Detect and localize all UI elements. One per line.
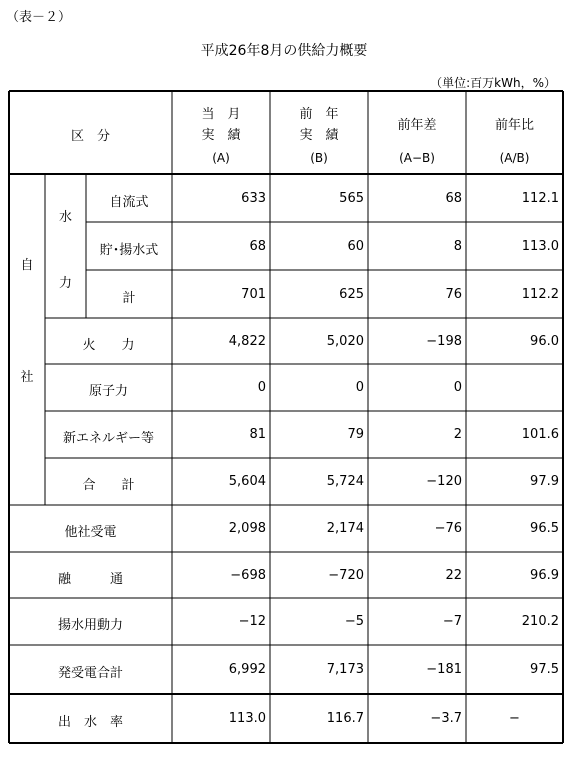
unit-label: （単位:百万kWh，%） [430, 76, 556, 90]
row-label-interchange: 融 通 [57, 572, 123, 587]
table-cell-current: 633 [241, 191, 266, 206]
header-current-l2: 実 績 [201, 128, 241, 143]
table-cell-diff: 0 [453, 380, 462, 395]
table-cell-diff: 22 [445, 568, 462, 583]
table-cell-diff: −7 [442, 614, 462, 629]
group-hydro-2: 力 [58, 276, 72, 291]
row-label-thermal: 火 力 [82, 338, 135, 353]
table-cell-ratio: 97.9 [530, 474, 559, 489]
table-label: （表－２） [6, 10, 72, 25]
table-cell-ratio: 96.5 [530, 521, 559, 536]
table-cell-current: 5,604 [228, 474, 266, 489]
table-cell-diff: 68 [445, 191, 462, 206]
header-category: 区 分 [70, 129, 110, 144]
table-cell-current: 6,992 [228, 662, 266, 677]
row-label-pumped-storage: 貯･揚水式 [99, 243, 159, 258]
row-label-pumping-power: 揚水用動力 [57, 618, 123, 633]
table-cell-ratio: 96.9 [530, 568, 559, 583]
table-cell-previous: −720 [328, 568, 364, 583]
table-cell-previous: 7,173 [326, 662, 364, 677]
table-cell-current: −12 [238, 614, 266, 629]
header-prev-l1: 前 年 [299, 107, 339, 122]
table-cell-previous: 60 [347, 239, 364, 254]
table-cell-diff: −76 [434, 521, 462, 536]
table-cell-previous: −5 [344, 614, 364, 629]
table-cell-ratio: 96.0 [530, 334, 559, 349]
table-cell-ratio: 210.2 [521, 614, 559, 629]
header-diff-l1: 前年差 [397, 118, 437, 133]
row-label-self-total: 合 計 [82, 478, 135, 493]
table-cell-previous: 625 [339, 287, 364, 302]
table-cell-ratio: 113.0 [521, 239, 559, 254]
header-ratio-l3: (A/B) [499, 151, 530, 165]
row-label-new-energy: 新エネルギー等 [62, 431, 154, 446]
table-cell-ratio: 112.2 [521, 287, 559, 302]
row-label-grand-total: 発受電合計 [57, 666, 123, 681]
table-cell-diff: −120 [426, 474, 462, 489]
table-cell-current: 2,098 [228, 521, 266, 536]
table-cell-diff: 76 [445, 287, 462, 302]
row-label-nuclear: 原子力 [88, 384, 128, 399]
row-label-hydro-subtotal: 計 [122, 291, 136, 306]
table-cell-previous: 565 [339, 191, 364, 206]
table-cell-current: 4,822 [228, 334, 266, 349]
table-cell-current: 113.0 [228, 711, 266, 726]
table-cell-previous: 2,174 [326, 521, 364, 536]
group-self-1: 自 [20, 258, 34, 273]
header-current-l1: 当 月 [201, 107, 241, 122]
header-diff-l3: (A−B) [399, 151, 435, 165]
table-cell-diff: −198 [426, 334, 462, 349]
row-label-purchased: 他社受電 [64, 525, 117, 540]
table-cell-ratio: 97.5 [530, 662, 559, 677]
table-cell-diff: −181 [426, 662, 462, 677]
table-cell-ratio: − [509, 711, 520, 726]
page-title: 平成26年8月の供給力概要 [200, 43, 368, 59]
table-cell-diff: 2 [453, 427, 462, 442]
group-self-2: 社 [20, 370, 34, 385]
header-prev-l3: (B) [310, 151, 328, 165]
table-cell-current: 0 [257, 380, 266, 395]
table-cell-diff: 8 [453, 239, 462, 254]
header-current-l3: (A) [212, 151, 230, 165]
table-cell-current: 81 [249, 427, 266, 442]
group-hydro-1: 水 [58, 210, 72, 225]
table-cell-ratio: 112.1 [521, 191, 559, 206]
table-cell-previous: 79 [347, 427, 364, 442]
row-label-run-of-river: 自流式 [109, 195, 149, 210]
header-prev-l2: 実 績 [299, 128, 339, 143]
header-ratio-l1: 前年比 [494, 118, 534, 133]
table-cell-current: 68 [249, 239, 266, 254]
table-cell-previous: 116.7 [326, 711, 364, 726]
table-cell-ratio: 101.6 [521, 427, 559, 442]
table-cell-previous: 0 [355, 380, 364, 395]
table-cell-current: −698 [230, 568, 266, 583]
table-cell-previous: 5,724 [326, 474, 364, 489]
table-cell-current: 701 [241, 287, 266, 302]
table-cell-diff: −3.7 [430, 711, 462, 726]
table-cell-previous: 5,020 [326, 334, 364, 349]
row-label-water-flow-rate: 出 水 率 [57, 715, 123, 730]
